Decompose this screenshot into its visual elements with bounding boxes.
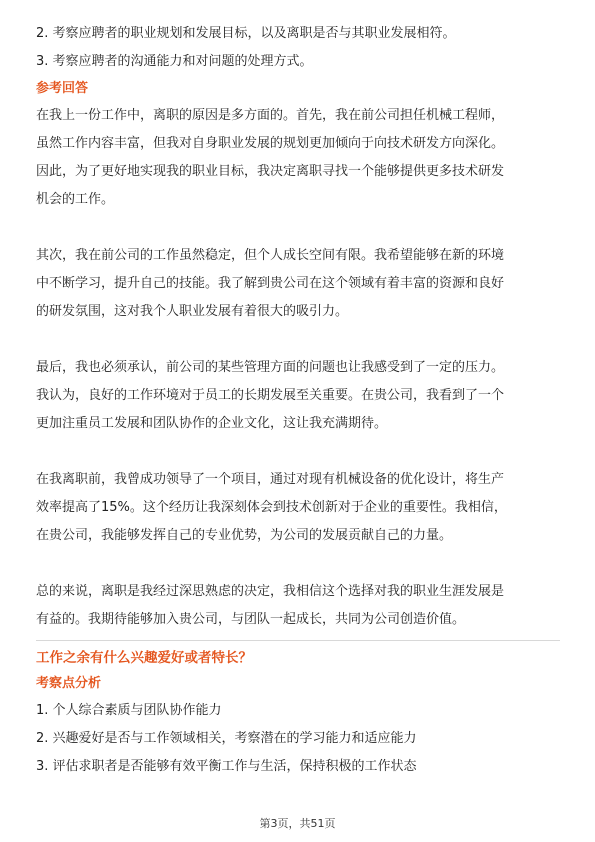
page-number: 第3页，共51页 [259,817,336,830]
paragraph-line: 虽然工作内容丰富，但我对自身职业发展的规划更加倾向于向技术研发方向深化。 [36,136,505,151]
paragraph-line: 总的来说，离职是我经过深思熟虑的决定，我相信这个选择对我的职业生涯发展是 [36,584,505,599]
answer-paragraph [36,578,560,634]
paragraph-line: 的研发氛围，这对我个人职业发展有着很大的吸引力。 [36,304,349,319]
list-item: 3. 评估求职者是否能够有效平衡工作与生活，保持积极的工作状态 [36,759,417,774]
paragraph-line: 在我离职前，我曾成功领导了一个项目，通过对现有机械设备的优化设计，将生产 [36,472,505,487]
list-item: 3. 考察应聘者的沟通能力和对问题的处理方式。 [36,54,313,69]
paragraph-line: 在贵公司，我能够发挥自己的专业优势，为公司的发展贡献自己的力量。 [36,528,453,543]
paragraph-line: 有益的。我期待能够加入贵公司，与团队一起成长，共同为公司创造价值。 [36,612,466,627]
answer-paragraph [36,466,560,550]
paragraph-line: 更加注重员工发展和团队协作的企业文化，这让我充满期待。 [36,416,388,431]
paragraph-line: 效率提高了15%。这个经历让我深刻体会到技术创新对于企业的重要性。我相信， [36,500,507,515]
paragraph-line: 其次，我在前公司的工作虽然稳定，但个人成长空间有限。我希望能够在新的环境 [36,248,505,263]
top-spacer [36,0,560,20]
list-item: 2. 考察应聘者的职业规划和发展目标，以及离职是否与其职业发展相符。 [36,26,456,41]
list-item: 2. 兴趣爱好是否与工作领域相关，考察潜在的学习能力和适应能力 [36,731,417,746]
top-list [36,20,560,76]
paragraph-line: 在我上一份工作中，离职的原因是多方面的。首先，我在前公司担任机械工程师， [36,108,505,123]
paragraph-line: 中不断学习，提升自己的技能。我了解到贵公司在这个领域有着丰富的资源和良好 [36,276,505,291]
document-page [36,0,560,781]
answer-paragraph [36,242,560,326]
list-item: 1. 个人综合素质与团队协作能力 [36,703,222,718]
paragraph-line: 我认为，良好的工作环境对于员工的长期发展至关重要。在贵公司，我看到了一个 [36,388,505,403]
reference-answer-heading: 参考回答 [36,81,89,96]
analysis-list [36,697,560,781]
answer-paragraph [36,354,560,438]
section-divider [36,640,560,641]
paragraph-line: 机会的工作。 [36,192,115,207]
answer-paragraph [36,102,560,214]
paragraph-line: 因此，为了更好地实现我的职业目标，我决定离职寻找一个能够提供更多技术研发 [36,164,505,179]
analysis-heading: 考察点分析 [36,676,102,691]
reference-answer-body [36,102,560,634]
question-title: 工作之余有什么兴趣爱好或者特长？ [36,650,252,666]
paragraph-line: 最后，我也必须承认，前公司的某些管理方面的问题也让我感受到了一定的压力。 [36,360,505,375]
